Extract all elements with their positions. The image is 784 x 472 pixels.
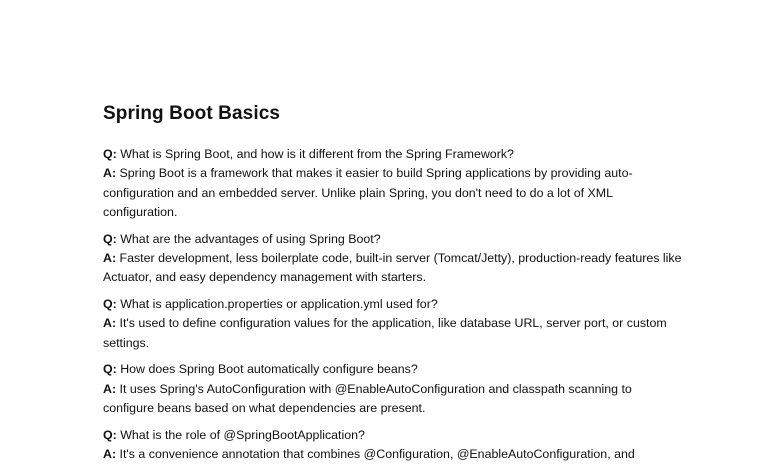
question [103,426,683,445]
question-label: Q: [103,362,117,377]
question-text: What are the advantages of using Spring Boot? [120,231,381,246]
question-text: How does Spring Boot automatically configure beans? [120,362,418,377]
question [103,145,683,164]
qa-item [103,426,683,465]
qa-item [103,360,683,418]
answer-label: A: [103,447,117,462]
question-text: What is application.properties or application.yml used for? [120,297,438,312]
question [103,360,683,379]
answer [103,445,683,464]
question-label: Q: [103,427,117,442]
qa-item [103,295,683,353]
qa-item [103,145,683,222]
page-title: Spring Boot Basics [103,103,281,124]
answer [103,164,683,222]
answer [103,249,683,288]
question-label: Q: [103,147,117,161]
question-text: What is the role of @SpringBootApplication? [120,427,365,442]
answer-text: It uses Spring's AutoConfiguration with @EnableAutoConfiguration and classpath scanning to configure beans based on what dependencies are present. [103,381,632,416]
answer-text: Faster development, less boilerplate code, built-in server (Tomcat/Jetty), production-ready features like Actuator, and easy dependency management with starters. [103,250,682,285]
answer-label: A: [103,381,117,396]
answer-text: It's a convenience annotation that combines @Configuration, @EnableAutoConfiguration, and [119,447,635,462]
qa-item [103,230,683,288]
question-label: Q: [103,297,117,312]
document-page [103,100,683,472]
answer [103,380,683,419]
answer-text: It's used to define configuration values for the application, like database URL, server port, or custom settings. [103,316,667,350]
question [103,230,683,249]
question [103,295,683,314]
question-label: Q: [103,231,117,246]
answer [103,314,683,353]
answer-label: A: [103,166,117,181]
answer-label: A: [103,316,117,331]
answer-label: A: [103,250,117,265]
answer-text: Spring Boot is a framework that makes it easier to build Spring applications by providing auto-configuration and an embedded server. Unlike plain Spring, you don't need to do a lot of XML configuration. [103,166,633,219]
question-text: What is Spring Boot, and how is it different from the Spring Framework? [120,147,514,161]
